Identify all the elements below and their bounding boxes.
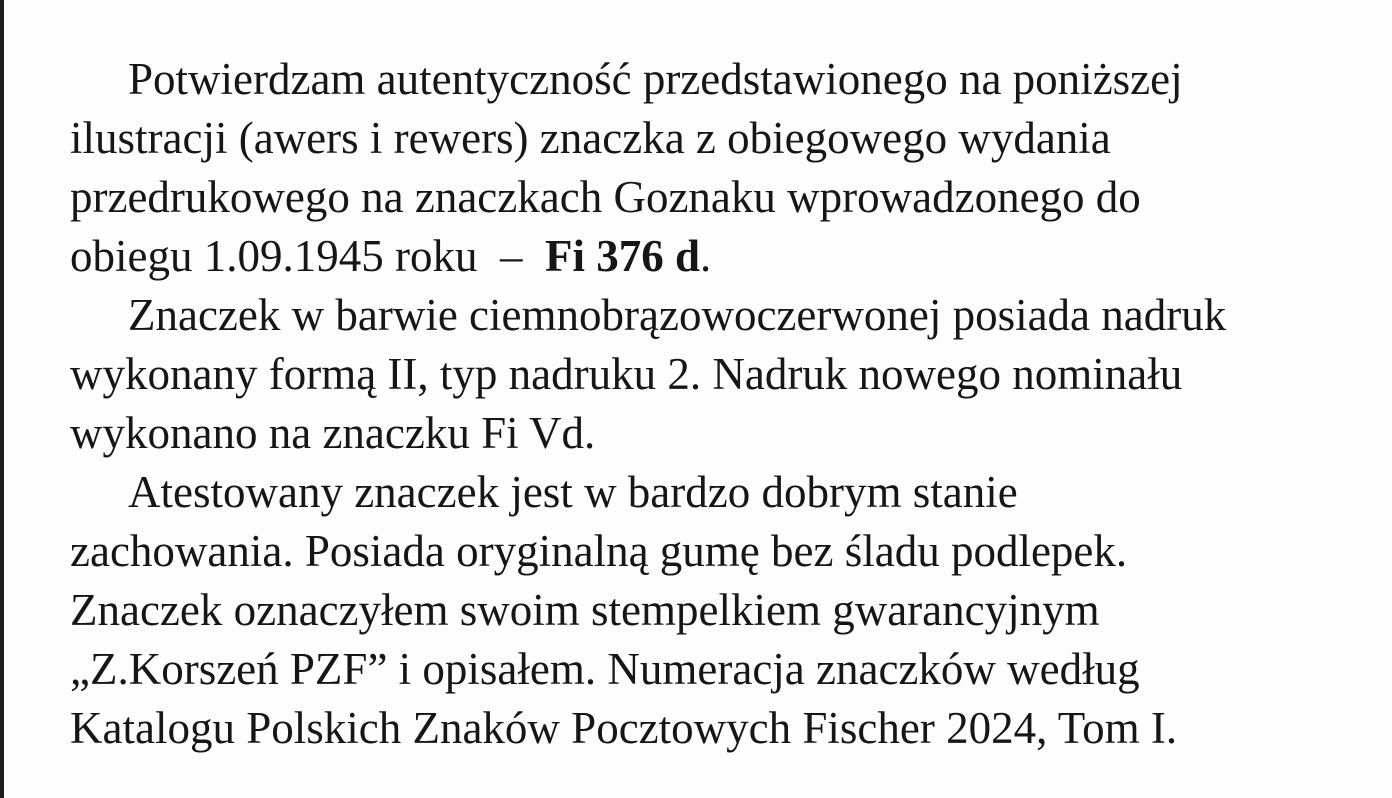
paragraph-1-line-3: przedrukowego na znaczkach Goznaku wprowadzonego do (70, 172, 1141, 222)
date-text: obiegu 1.09.1945 roku – (70, 231, 545, 281)
paragraph-2-line-1: Znaczek w barwie ciemnobrązowoczerwonej posiada nadruk (128, 290, 1227, 340)
paragraph-3-line-1: Atestowany znaczek jest w bardzo dobrym stanie (128, 467, 1018, 517)
certificate-text (70, 50, 1370, 758)
period: . (700, 231, 712, 281)
paragraph-3-line-2: zachowania. Posiada oryginalną gumę bez śladu podlepek. (70, 526, 1128, 576)
paragraph-1-line-1: Potwierdzam autentyczność przedstawionego na poniższej (128, 54, 1183, 104)
paragraph-2-line-3: wykonano na znaczku Fi Vd. (70, 408, 596, 458)
paragraph-3-line-4: „Z.Korszeń PZF” i opisałem. Numeracja znaczków według (70, 644, 1140, 694)
paragraph-1-line-4 (70, 227, 1370, 286)
paragraph-3-line-5: Katalogu Polskich Znaków Pocztowych Fischer 2024, Tom I. (70, 703, 1178, 753)
catalog-number: Fi 376 d (544, 231, 700, 281)
paragraph-3-line-3: Znaczek oznaczyłem swoim stempelkiem gwarancyjnym (70, 585, 1100, 635)
scan-edge (0, 0, 4, 798)
paragraph-1-line-2: ilustracji (awers i rewers) znaczka z obiegowego wydania (70, 113, 1111, 163)
paragraph-2-line-2: wykonany formą II, typ nadruku 2. Nadruk nowego nominału (70, 349, 1183, 399)
